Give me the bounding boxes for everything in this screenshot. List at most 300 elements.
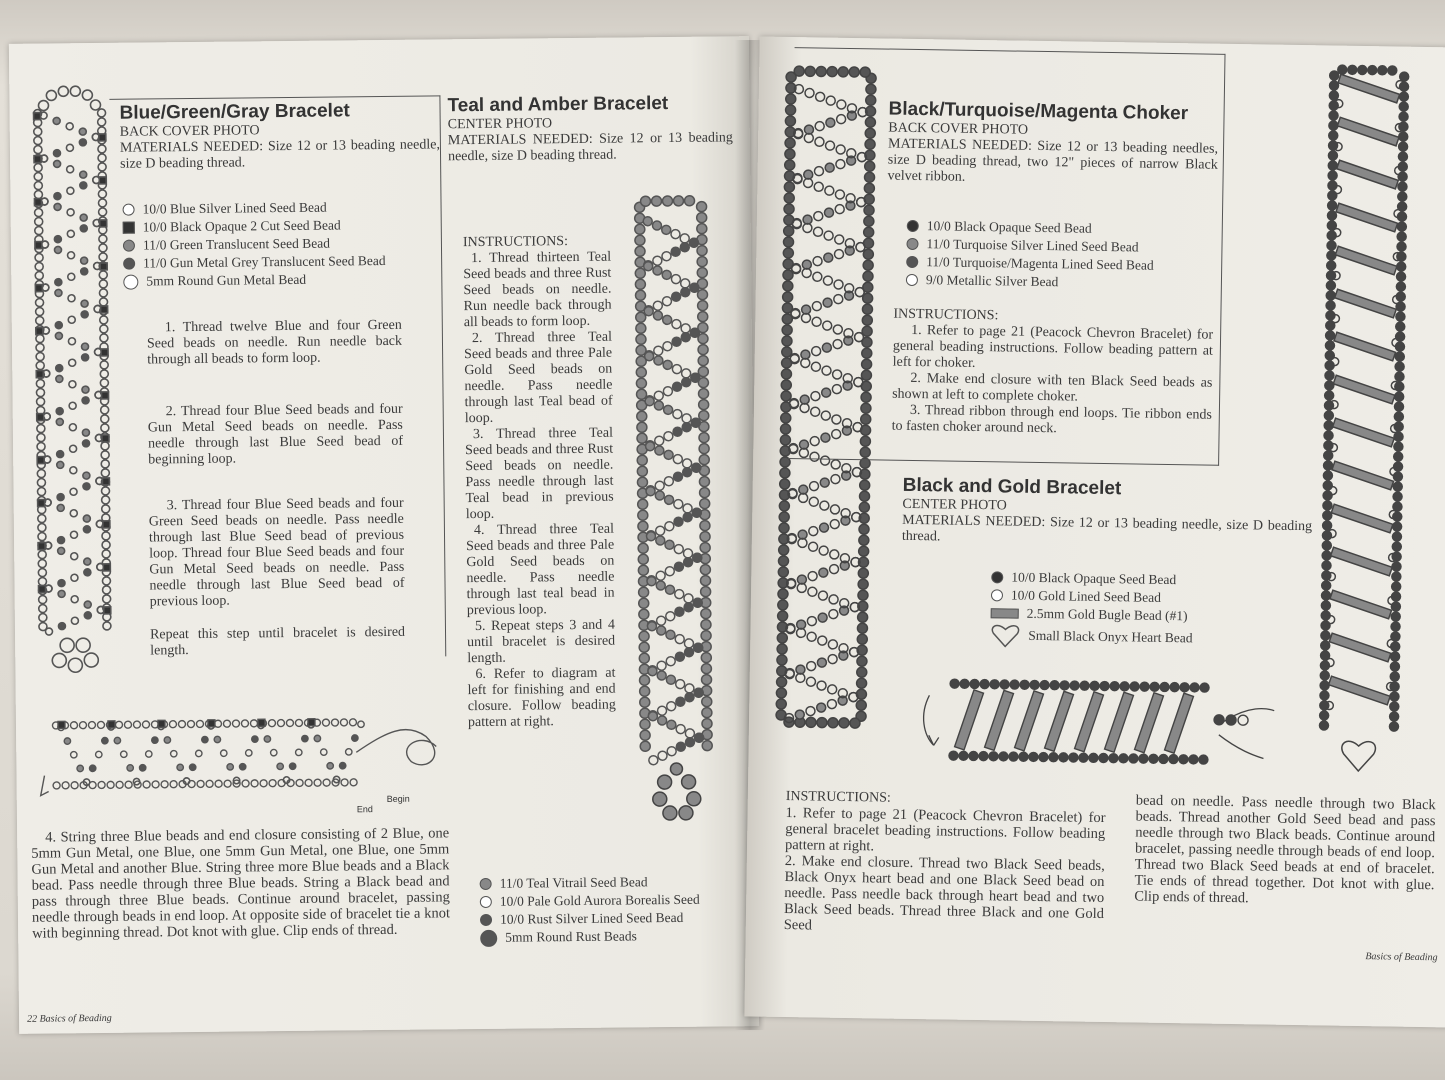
teal-step-6: 6. Refer to diagram at left for finishing and end closure. Follow beading pattern at right.: [467, 665, 616, 731]
legend-item: 11/0 Gun Metal Grey Translucent Seed Bead: [123, 251, 453, 272]
bead-icon: [102, 550, 110, 558]
gold-bracelet-materials: MATERIALS NEEDED: Size 12 or 13 beading needle, size D beading thread.: [901, 512, 1313, 545]
bead-icon: [36, 380, 44, 388]
bugle-bead-icon: [955, 690, 984, 750]
teal-bracelet-title: Teal and Amber Bracelet: [447, 93, 669, 117]
bead-icon: [1326, 291, 1335, 300]
bead-icon: [1059, 753, 1068, 762]
bead-icon: [100, 370, 108, 378]
bead-icon: [1338, 65, 1347, 74]
bead-icon: [1226, 715, 1236, 725]
bead-icon: [99, 289, 107, 297]
bead-icon: [809, 497, 818, 506]
bead-icon: [1321, 631, 1330, 640]
bead-icon: [1358, 65, 1367, 74]
bead-icon: [676, 680, 685, 689]
right-page: [744, 37, 1445, 1028]
bead-icon: [807, 662, 816, 671]
bead-icon: [700, 576, 710, 586]
bead-icon: [57, 451, 64, 458]
bead-icon: [1139, 754, 1148, 763]
bead-icon: [831, 475, 840, 484]
bugle-bead-icon: [58, 721, 65, 728]
bead-icon: [57, 537, 64, 544]
bead-icon: [635, 290, 645, 300]
bead-icon: [57, 494, 64, 501]
bead-icon: [672, 320, 681, 329]
bead-icon: [1395, 392, 1404, 401]
bugle-bead-icon: [1334, 332, 1396, 361]
bead-icon: [699, 477, 709, 487]
choker-step-3: 3. Thread ribbon through end loops. Tie ribbon ends to fasten choker around neck.: [891, 402, 1212, 437]
bead-icon: [1391, 602, 1400, 611]
bead-icon: [1323, 501, 1332, 510]
bead-icon: [701, 675, 711, 685]
bead-icon: [1397, 262, 1406, 271]
bead-icon: [56, 408, 63, 415]
bead-icon: [1389, 722, 1398, 731]
bead-icon: [1391, 612, 1400, 621]
bead-icon: [698, 389, 708, 399]
bead-icon: [1391, 652, 1400, 661]
bead-icon: [700, 543, 710, 553]
bead-icon: [101, 460, 109, 468]
bead-icon: [809, 482, 818, 491]
bead-icon: [857, 678, 867, 688]
bugle-bead-icon: [1335, 289, 1397, 318]
bead-icon: [69, 402, 76, 409]
bead-icon: [683, 459, 692, 468]
bead-icon: [58, 580, 65, 587]
bead-icon: [674, 562, 683, 571]
bugle-bead-icon: [101, 349, 108, 356]
bead-icon: [1324, 431, 1333, 440]
bead-icon: [187, 720, 194, 727]
bead-icon: [100, 325, 108, 333]
bead-icon: [232, 720, 239, 727]
bead-icon: [35, 254, 43, 262]
bead-icon: [999, 752, 1008, 761]
bead-icon: [637, 455, 647, 465]
choker-instructions: [892, 307, 1214, 440]
bead-icon: [1322, 581, 1331, 590]
blue-bracelet-pattern-diagram: [23, 85, 119, 676]
bead-icon: [1159, 754, 1168, 763]
bead-icon: [654, 401, 663, 410]
bead-icon: [1322, 531, 1331, 540]
bead-icon: [38, 515, 46, 523]
bead-icon: [124, 721, 131, 728]
bead-icon: [68, 295, 75, 302]
bead-icon: [37, 443, 45, 451]
bead-icon: [35, 272, 43, 280]
bead-icon: [673, 472, 682, 481]
bead-icon: [66, 144, 73, 151]
bead-icon: [857, 623, 867, 633]
bead-icon: [1179, 755, 1188, 764]
bead-icon: [636, 334, 646, 344]
bead-icon: [81, 300, 88, 307]
bead-icon: [37, 425, 45, 433]
bead-icon: [697, 224, 707, 234]
bead-icon: [83, 515, 90, 522]
choker-header: [887, 99, 1218, 190]
dark-gray-circle-icon: [123, 258, 135, 270]
black-circle-icon: [991, 571, 1003, 583]
bead-icon: [680, 243, 689, 252]
bead-icon: [38, 551, 46, 559]
bead-icon: [828, 655, 837, 664]
bead-icon: [698, 345, 708, 355]
bead-icon: [37, 434, 45, 442]
bead-icon: [702, 697, 712, 707]
bead-icon: [829, 595, 838, 604]
bead-icon: [1170, 683, 1179, 692]
bead-icon: [56, 418, 63, 425]
bead-icon: [990, 680, 999, 689]
bead-icon: [970, 679, 979, 688]
bead-icon: [221, 750, 227, 756]
bead-icon: [701, 631, 711, 641]
bead-icon: [83, 472, 90, 479]
bead-icon: [657, 671, 666, 680]
bead-icon: [302, 735, 308, 741]
bead-icon: [637, 466, 647, 476]
bead-icon: [702, 708, 712, 718]
bead-icon: [665, 495, 674, 504]
bead-icon: [1324, 411, 1333, 420]
bead-icon: [1396, 272, 1405, 281]
bead-icon: [102, 496, 110, 504]
bead-icon: [1324, 451, 1333, 460]
bead-icon: [88, 722, 95, 729]
bead-icon: [636, 367, 646, 377]
bead-icon: [1328, 171, 1337, 180]
bead-icon: [1100, 681, 1109, 690]
black-square-icon: [123, 222, 135, 234]
bead-icon: [1180, 683, 1189, 692]
bead-icon: [142, 721, 149, 728]
bead-icon: [820, 478, 829, 487]
bead-icon: [662, 225, 671, 234]
bead-icon: [699, 433, 709, 443]
bead-icon: [331, 719, 338, 726]
bead-icon: [635, 246, 645, 256]
bead-icon: [1388, 66, 1397, 75]
bugle-bead-icon: [985, 690, 1014, 750]
bead-icon: [684, 196, 694, 206]
bead-icon: [1390, 692, 1399, 701]
large-dark-circle-icon: [480, 929, 497, 946]
bead-icon: [100, 334, 108, 342]
bead-icon: [251, 780, 258, 787]
bead-icon: [658, 751, 667, 760]
bead-icon: [656, 526, 665, 535]
bugle-bead-icon: [102, 435, 109, 442]
bead-icon: [34, 137, 42, 145]
bead-icon: [780, 479, 790, 489]
bead-icon: [71, 553, 78, 560]
bead-icon: [54, 203, 61, 210]
gold-instructions-text-2: bead on needle. Pass needle through two Black beads. Thread another Gold Seed bead and pass needle through two Black beads. Continue around bracelet, passing needle through beads of end loop. Thread two Black Seed beads at end of bracelet. Tie ends of thread together. Dot knot with glue. Clip ends of thread.: [1134, 792, 1436, 907]
bead-icon: [680, 234, 689, 243]
bead-icon: [1394, 412, 1403, 421]
bead-icon: [97, 721, 104, 728]
bead-icon: [827, 700, 836, 709]
bead-icon: [655, 446, 664, 455]
bead-icon: [675, 607, 684, 616]
bead-icon: [1169, 755, 1178, 764]
bead-icon: [1150, 682, 1159, 691]
bead-icon: [99, 235, 107, 243]
bead-icon: [859, 524, 869, 534]
bugle-bead-icon: [103, 521, 110, 528]
bead-icon: [38, 533, 46, 541]
bead-icon: [675, 635, 684, 644]
bead-icon: [35, 218, 43, 226]
bead-icon: [635, 235, 645, 245]
choker-title: Black/Turquoise/Magenta Choker: [888, 98, 1189, 125]
bead-icon: [683, 504, 692, 513]
bead-icon: [152, 737, 158, 743]
bead-icon: [656, 581, 665, 590]
heart-icon: [1341, 741, 1375, 771]
bead-icon: [637, 422, 647, 432]
bugle-bead-icon: [103, 564, 110, 571]
bugle-bead-icon: [258, 719, 265, 726]
bead-icon: [1325, 381, 1334, 390]
bead-icon: [653, 311, 662, 320]
bead-icon: [1020, 680, 1029, 689]
bead-icon: [1109, 754, 1118, 763]
bead-icon: [685, 684, 694, 693]
bead-icon: [1099, 753, 1108, 762]
bead-icon: [62, 782, 69, 789]
bead-icon: [640, 686, 650, 696]
bead-icon: [81, 268, 88, 275]
bead-icon: [698, 301, 708, 311]
bead-icon: [1327, 241, 1336, 250]
bead-icon: [700, 521, 710, 531]
bead-icon: [37, 488, 45, 496]
bead-icon: [637, 477, 647, 487]
bead-icon: [36, 344, 44, 352]
bead-icon: [103, 622, 111, 630]
bead-icon: [1396, 322, 1405, 331]
bead-icon: [1394, 452, 1403, 461]
bead-icon: [697, 246, 707, 256]
bead-icon: [98, 154, 106, 162]
bugle-bead-icon: [100, 220, 107, 227]
bugle-bead-icon: [108, 721, 115, 728]
bead-icon: [1190, 683, 1199, 692]
bead-icon: [681, 324, 690, 333]
bead-icon: [1399, 132, 1408, 141]
bead-icon: [683, 513, 692, 522]
bugle-bead-icon: [35, 285, 42, 292]
bead-icon: [223, 720, 230, 727]
bead-icon: [69, 381, 76, 388]
bead-icon: [649, 756, 658, 765]
gold-bracelet-header: [902, 475, 1313, 551]
teal-bracelet-legend: [480, 872, 760, 947]
teal-bracelet-photo: CENTER PHOTO: [447, 116, 553, 133]
bead-icon: [860, 480, 870, 490]
bead-icon: [681, 279, 690, 288]
bead-icon: [1320, 711, 1329, 720]
bead-icon: [665, 585, 674, 594]
bead-icon: [38, 524, 46, 532]
bead-icon: [99, 253, 107, 261]
bead-icon: [778, 556, 788, 566]
white-circle-icon: [123, 204, 135, 216]
bead-icon: [699, 400, 709, 410]
bead-icon: [858, 568, 868, 578]
bead-icon: [79, 722, 86, 729]
bead-icon: [101, 469, 109, 477]
bead-icon: [98, 781, 105, 788]
bead-icon: [1328, 151, 1337, 160]
bead-icon: [777, 655, 787, 665]
bead-icon: [701, 620, 711, 630]
bead-icon: [152, 781, 159, 788]
bead-icon: [698, 312, 708, 322]
bead-icon: [55, 322, 62, 329]
bead-icon: [697, 268, 707, 278]
bead-icon: [341, 779, 348, 786]
bead-icon: [636, 378, 646, 388]
bead-icon: [807, 632, 816, 641]
bead-icon: [82, 429, 89, 436]
bead-icon: [779, 545, 789, 555]
bead-icon: [170, 781, 177, 788]
bead-icon: [701, 587, 711, 597]
bead-icon: [1390, 702, 1399, 711]
bead-icon: [84, 612, 91, 619]
bead-icon: [1398, 152, 1407, 161]
bead-icon: [241, 720, 248, 727]
bead-icon: [101, 406, 109, 414]
bead-icon: [640, 719, 650, 729]
bead-icon: [795, 710, 804, 719]
bugle-bead-icon: [1330, 590, 1392, 619]
bead-icon: [80, 214, 87, 221]
bead-icon: [654, 356, 663, 365]
bead-icon: [658, 716, 667, 725]
bead-icon: [663, 387, 672, 396]
bead-icon: [638, 499, 648, 509]
bead-icon: [682, 423, 691, 432]
bugle-bead-icon: [39, 586, 46, 593]
bugle-bead-icon: [99, 177, 106, 184]
teal-step-3: 3. Thread three Teal Seed beads and three Rust Seed beads on needle. Pass needle through last Teal bead in previous loop.: [465, 425, 614, 523]
bead-icon: [1324, 421, 1333, 430]
bead-icon: [79, 128, 86, 135]
heart-icon: [990, 622, 1020, 648]
teal-step-1: 1. Thread thirteen Teal Seed beads and three Rust Seed beads on needle. Run needle back through all beads to form loop.: [463, 249, 612, 331]
bead-icon: [101, 442, 109, 450]
bead-icon: [339, 762, 345, 768]
bead-icon: [98, 199, 106, 207]
bead-icon: [685, 693, 694, 702]
bead-icon: [1010, 680, 1019, 689]
legend-item: 11/0 Turquoise/Magenta Lined Seed Bead: [906, 253, 1216, 276]
bead-icon: [646, 487, 655, 496]
blue-bracelet-materials: MATERIALS NEEDED: Size 12 or 13 beading needle, size D beading thread.: [119, 137, 440, 172]
bead-icon: [666, 675, 675, 684]
legend-item: 10/0 Gold Lined Seed Bead: [991, 586, 1291, 609]
bead-icon: [700, 532, 710, 542]
bugle-bead-icon: [1338, 74, 1400, 103]
gold-bracelet-horizontal-diagram: [918, 675, 1289, 771]
blue-bracelet-header: [119, 99, 440, 172]
bead-icon: [57, 504, 64, 511]
bugle-bead-icon: [104, 607, 111, 614]
bugle-bead-icon: [102, 478, 109, 485]
bead-icon: [1390, 672, 1399, 681]
bead-icon: [850, 718, 860, 728]
bead-icon: [70, 467, 77, 474]
bead-icon: [636, 323, 646, 333]
bead-icon: [1398, 182, 1407, 191]
bead-icon: [808, 587, 817, 596]
bead-icon: [1392, 532, 1401, 541]
bead-icon: [84, 601, 91, 608]
bead-icon: [1392, 542, 1401, 551]
bead-icon: [700, 499, 710, 509]
gray-circle-icon: [906, 238, 918, 250]
bead-icon: [295, 719, 302, 726]
bead-icon: [808, 572, 817, 581]
bead-icon: [1320, 691, 1329, 700]
bugle-bead-icon: [991, 608, 1019, 618]
bead-icon: [1119, 754, 1128, 763]
bead-icon: [673, 410, 682, 419]
bead-icon: [639, 653, 649, 663]
bead-icon: [99, 208, 107, 216]
choker-instructions-heading: INSTRUCTIONS:: [893, 306, 999, 324]
bead-icon: [1393, 492, 1402, 501]
teal-bracelet-instructions: [463, 234, 616, 732]
bead-icon: [857, 656, 867, 666]
bead-icon: [38, 560, 46, 568]
bead-icon: [675, 652, 684, 661]
bead-icon: [1329, 91, 1338, 100]
bead-icon: [701, 609, 711, 619]
bead-icon: [1393, 522, 1402, 531]
bead-icon: [127, 765, 133, 771]
bead-icon: [656, 571, 665, 580]
bead-icon: [950, 679, 959, 688]
bead-icon: [651, 196, 661, 206]
bead-icon: [806, 677, 815, 686]
bead-icon: [35, 263, 43, 271]
bead-icon: [224, 780, 231, 787]
bead-icon: [1378, 66, 1387, 75]
bead-icon: [859, 546, 869, 556]
bead-icon: [809, 527, 818, 536]
bead-icon: [639, 587, 649, 597]
bead-icon: [829, 565, 838, 574]
bead-icon: [644, 307, 653, 316]
bead-icon: [830, 520, 839, 529]
bead-icon: [779, 501, 789, 511]
bead-icon: [277, 763, 283, 769]
gold-bracelet-vertical-pattern: [1313, 55, 1414, 776]
bead-icon: [1327, 261, 1336, 270]
choker-step-2: 2. Make end closure with ten Black Seed beads as shown at left to complete choker.: [892, 370, 1213, 405]
bead-icon: [107, 781, 114, 788]
